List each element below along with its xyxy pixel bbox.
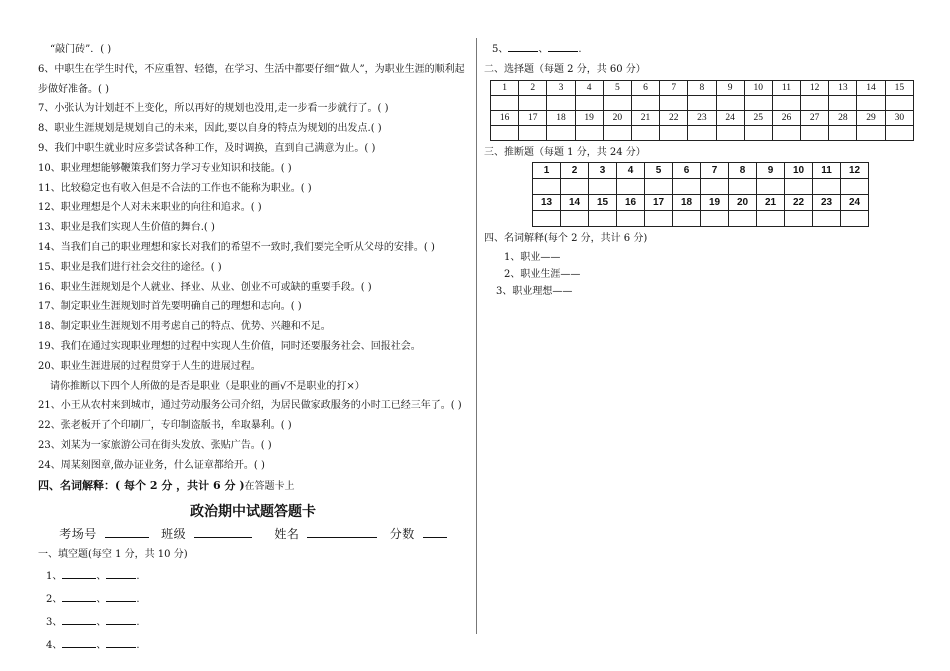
question-22: 22、张老板开了个印刷厂，专印制盗版书，牟取暴利。( ) [38, 420, 292, 432]
answer-cell[interactable] [729, 211, 757, 227]
answer-cell[interactable] [785, 179, 813, 195]
answer-cell[interactable] [772, 95, 800, 110]
score-label: 分数 [389, 527, 415, 542]
choice-number: 21 [631, 110, 659, 125]
answer-cell[interactable] [813, 179, 841, 195]
answer-cell[interactable] [673, 211, 701, 227]
question-9: 9、我们中职生就业时应多尝试各种工作，及时调换，直到自己满意为止。( ) [38, 142, 376, 154]
judge-number: 10 [785, 163, 813, 179]
answer-card-title: 政治期中试题答题卡 [190, 504, 316, 521]
term-2: 2、职业生涯—— [504, 269, 581, 281]
score-field[interactable] [423, 526, 447, 538]
judge-number: 14 [561, 195, 589, 211]
blank-field[interactable] [106, 613, 136, 625]
choice-number: 25 [744, 110, 772, 125]
answer-cell[interactable] [801, 125, 829, 140]
answer-cell[interactable] [716, 125, 744, 140]
answer-cell[interactable] [757, 211, 785, 227]
answer-cell[interactable] [716, 95, 744, 110]
name-field[interactable] [307, 526, 377, 538]
fill-row-5: 5、 、 . [484, 40, 914, 60]
answer-cell[interactable] [744, 125, 772, 140]
judge-number: 13 [533, 195, 561, 211]
judge-number: 2 [561, 163, 589, 179]
judge-answer-row[interactable] [533, 211, 869, 227]
answer-cell[interactable] [575, 95, 603, 110]
fill-row-number: 2、 [46, 594, 63, 606]
choice-number: 7 [660, 80, 688, 95]
choice-number: 27 [801, 110, 829, 125]
choice-number: 11 [772, 80, 800, 95]
right-column [484, 40, 914, 300]
section-4-note: 在答题卡上 [244, 480, 295, 492]
answer-cell[interactable] [673, 179, 701, 195]
question-10: 10、职业理想能够鞭策我们努力学习专业知识和技能。( ) [38, 162, 292, 174]
answer-cell[interactable] [885, 95, 913, 110]
answer-cell[interactable] [701, 179, 729, 195]
answer-cell[interactable] [589, 211, 617, 227]
question-24: 24、周某刻图章,做办证业务，什么证章都给开。( ) [38, 459, 265, 471]
answer-cell[interactable] [533, 179, 561, 195]
question-15: 15、职业是我们进行社会交往的途径。( ) [38, 261, 222, 273]
answer-cell[interactable] [491, 95, 519, 110]
answer-cell[interactable] [688, 95, 716, 110]
answer-cell[interactable] [603, 125, 631, 140]
answer-cell[interactable] [603, 95, 631, 110]
answer-cell[interactable] [801, 95, 829, 110]
answer-cell[interactable] [729, 179, 757, 195]
answer-cell[interactable] [772, 125, 800, 140]
blank-field[interactable] [106, 636, 136, 648]
question-11: 11、比较稳定也有收入但是不合法的工作也不能称为职业。( ) [38, 182, 312, 194]
judge-number: 16 [617, 195, 645, 211]
question-line: “敲门砖”．( ) [50, 44, 112, 55]
answer-cell[interactable] [547, 95, 575, 110]
answer-cell[interactable] [561, 179, 589, 195]
term-3: 3、职业理想—— [496, 286, 573, 298]
choice-number: 26 [772, 110, 800, 125]
choice-number: 3 [547, 80, 575, 95]
choice-number: 5 [603, 80, 631, 95]
judge-number: 15 [589, 195, 617, 211]
answer-cell[interactable] [519, 95, 547, 110]
class-label: 班级 [161, 527, 187, 542]
choice-number: 24 [716, 110, 744, 125]
fill-row: 2、 、 . [38, 588, 468, 611]
question-8: 8、职业生涯规划是规划自己的未来，因此,要以自身的特点为规划的出发点.( ) [38, 123, 382, 135]
choice-number: 14 [857, 80, 885, 95]
fill-row-number: 5、 [492, 44, 509, 55]
judge-number-row [533, 195, 869, 211]
question-6: 6、中职生在学生时代，不应重智、轻德，在学习、生活中都要仔细“做人”，为职业生涯的顺利起步做好准备。( ) [38, 63, 465, 95]
choice-number: 1 [491, 80, 519, 95]
answer-cell[interactable] [561, 211, 589, 227]
judge-number: 3 [589, 163, 617, 179]
judge-number: 18 [673, 195, 701, 211]
terms-header: 四、名词解释(每个 2 分，共计 6 分) [484, 233, 648, 245]
name-label: 姓名 [274, 527, 300, 542]
answer-cell[interactable] [813, 211, 841, 227]
judge-number: 4 [617, 163, 645, 179]
judge-number: 7 [701, 163, 729, 179]
choice-number: 12 [801, 80, 829, 95]
blank-field[interactable] [508, 40, 538, 52]
answer-cell[interactable] [841, 179, 869, 195]
answer-cell[interactable] [519, 125, 547, 140]
answer-cell[interactable] [575, 125, 603, 140]
fill-row: 1、 、 . [38, 565, 468, 588]
blank-field[interactable] [62, 567, 96, 579]
fill-row: 3、 、 . [38, 611, 468, 634]
judge-number: 19 [701, 195, 729, 211]
judge-answer-table [532, 162, 869, 227]
fill-blank-header: 一、填空题(每空 1 分，共 10 分) [38, 549, 188, 561]
answer-cell[interactable] [701, 211, 729, 227]
blank-field[interactable] [106, 590, 136, 602]
answer-cell[interactable] [857, 95, 885, 110]
judge-number: 9 [757, 163, 785, 179]
answer-cell[interactable] [631, 95, 659, 110]
answer-cell[interactable] [617, 211, 645, 227]
choice-number: 4 [575, 80, 603, 95]
section-4-heading [38, 476, 468, 496]
choice-number-row [491, 110, 914, 125]
answer-cell[interactable] [829, 125, 857, 140]
answer-cell[interactable] [688, 125, 716, 140]
answer-cell[interactable] [757, 179, 785, 195]
exam-no-label: 考场号 [59, 527, 97, 542]
fill-row-number: 4、 [46, 640, 63, 652]
question-12: 12、职业理想是个人对未来职业的向往和追求。( ) [38, 202, 262, 214]
choice-number: 22 [660, 110, 688, 125]
section-4-bold: 四、名词解释：( 每个 2 分 ，共计 6 分 ) [38, 478, 245, 492]
choice-number: 19 [575, 110, 603, 125]
answer-cell[interactable] [631, 125, 659, 140]
choice-number-row [491, 80, 914, 95]
blank-field[interactable] [106, 567, 136, 579]
answer-cell[interactable] [660, 95, 688, 110]
choice-answer-row[interactable] [491, 95, 914, 110]
choice-number: 15 [885, 80, 913, 95]
choice-number: 6 [631, 80, 659, 95]
blank-field[interactable] [62, 613, 96, 625]
blank-field[interactable] [62, 590, 96, 602]
choice-number: 17 [519, 110, 547, 125]
blank-field[interactable] [62, 636, 96, 648]
judge-number-row [533, 163, 869, 179]
answer-cell[interactable] [885, 125, 913, 140]
answer-cell[interactable] [645, 211, 673, 227]
judge-number: 23 [813, 195, 841, 211]
question-14: 14、当我们自己的职业理想和家长对我们的希望不一致时,我们要完全听从父母的安排。( ) [38, 241, 435, 253]
choice-answer-row[interactable] [491, 125, 914, 140]
question-19: 19、我们在通过实现职业理想的过程中实现人生价值，同时还要服务社会、回报社会。 [38, 340, 421, 352]
choice-number: 30 [885, 110, 913, 125]
choice-header: 二、选择题（每题 2 分，共 60 分） [484, 63, 646, 75]
choice-number: 9 [716, 80, 744, 95]
judge-number: 11 [813, 163, 841, 179]
answer-cell[interactable] [645, 179, 673, 195]
question-18: 18、制定职业生涯规划不用考虑自己的特点、优势、兴趣和不足。 [38, 321, 331, 333]
judge-answer-row[interactable] [533, 179, 869, 195]
choice-number: 28 [829, 110, 857, 125]
fill-row: 4、 、 . [38, 634, 468, 657]
answer-cell[interactable] [533, 211, 561, 227]
exam-no-field[interactable] [105, 526, 149, 538]
judge-number: 1 [533, 163, 561, 179]
choice-number: 23 [688, 110, 716, 125]
choice-number: 2 [519, 80, 547, 95]
answer-cell[interactable] [547, 125, 575, 140]
judge-number: 24 [841, 195, 869, 211]
choice-number: 8 [688, 80, 716, 95]
choice-number: 13 [829, 80, 857, 95]
choice-number: 18 [547, 110, 575, 125]
choice-number: 10 [744, 80, 772, 95]
answer-cell[interactable] [829, 95, 857, 110]
answer-cell[interactable] [617, 179, 645, 195]
fill-row-number: 3、 [46, 617, 63, 629]
question-20: 20、职业生涯进展的过程贯穿于人生的进展过程。 [38, 360, 261, 372]
fill-row-number: 1、 [46, 571, 63, 583]
judge-number: 5 [645, 163, 673, 179]
column-divider [476, 38, 477, 634]
instruction-text: 请你推断以下四个人所做的是否是职业（是职业的画√不是职业的打×） [50, 380, 365, 392]
question-16: 16、职业生涯规划是个人就业、择业、从业、创业不可或缺的重要手段。( ) [38, 281, 372, 293]
answer-cell[interactable] [744, 95, 772, 110]
question-23: 23、刘某为一家旅游公司在街头发放、张贴广告。( ) [38, 439, 272, 451]
answer-cell[interactable] [589, 179, 617, 195]
choice-number: 20 [603, 110, 631, 125]
answer-card-fields [38, 523, 468, 545]
judge-number: 12 [841, 163, 869, 179]
judge-number: 22 [785, 195, 813, 211]
answer-cell[interactable] [491, 125, 519, 140]
term-1: 1、职业—— [504, 252, 561, 264]
judge-number: 20 [729, 195, 757, 211]
choice-number: 29 [857, 110, 885, 125]
choice-answer-table [490, 80, 914, 141]
judge-number: 17 [645, 195, 673, 211]
answer-cell[interactable] [857, 125, 885, 140]
question-17: 17、制定职业生涯规划时首先要明确自己的理想和志向。( ) [38, 301, 302, 313]
answer-cell[interactable] [841, 211, 869, 227]
judge-number: 8 [729, 163, 757, 179]
question-13: 13、职业是我们实现人生价值的舞台.( ) [38, 222, 215, 234]
left-column [38, 40, 468, 657]
answer-cell[interactable] [785, 211, 813, 227]
judge-number: 6 [673, 163, 701, 179]
answer-cell[interactable] [660, 125, 688, 140]
blank-field[interactable] [548, 40, 578, 52]
judge-header: 三、推断题（每题 1 分，共 24 分） [484, 146, 646, 158]
class-field[interactable] [194, 526, 252, 538]
judge-number: 21 [757, 195, 785, 211]
choice-number: 16 [491, 110, 519, 125]
question-21: 21、小王从农村来到城市，通过劳动服务公司介绍，为居民做家政服务的小时工已经三年了。( ) [38, 400, 462, 412]
question-7: 7、小张认为计划赶不上变化，所以再好的规划也没用,走一步看一步就行了。( ) [38, 103, 389, 115]
